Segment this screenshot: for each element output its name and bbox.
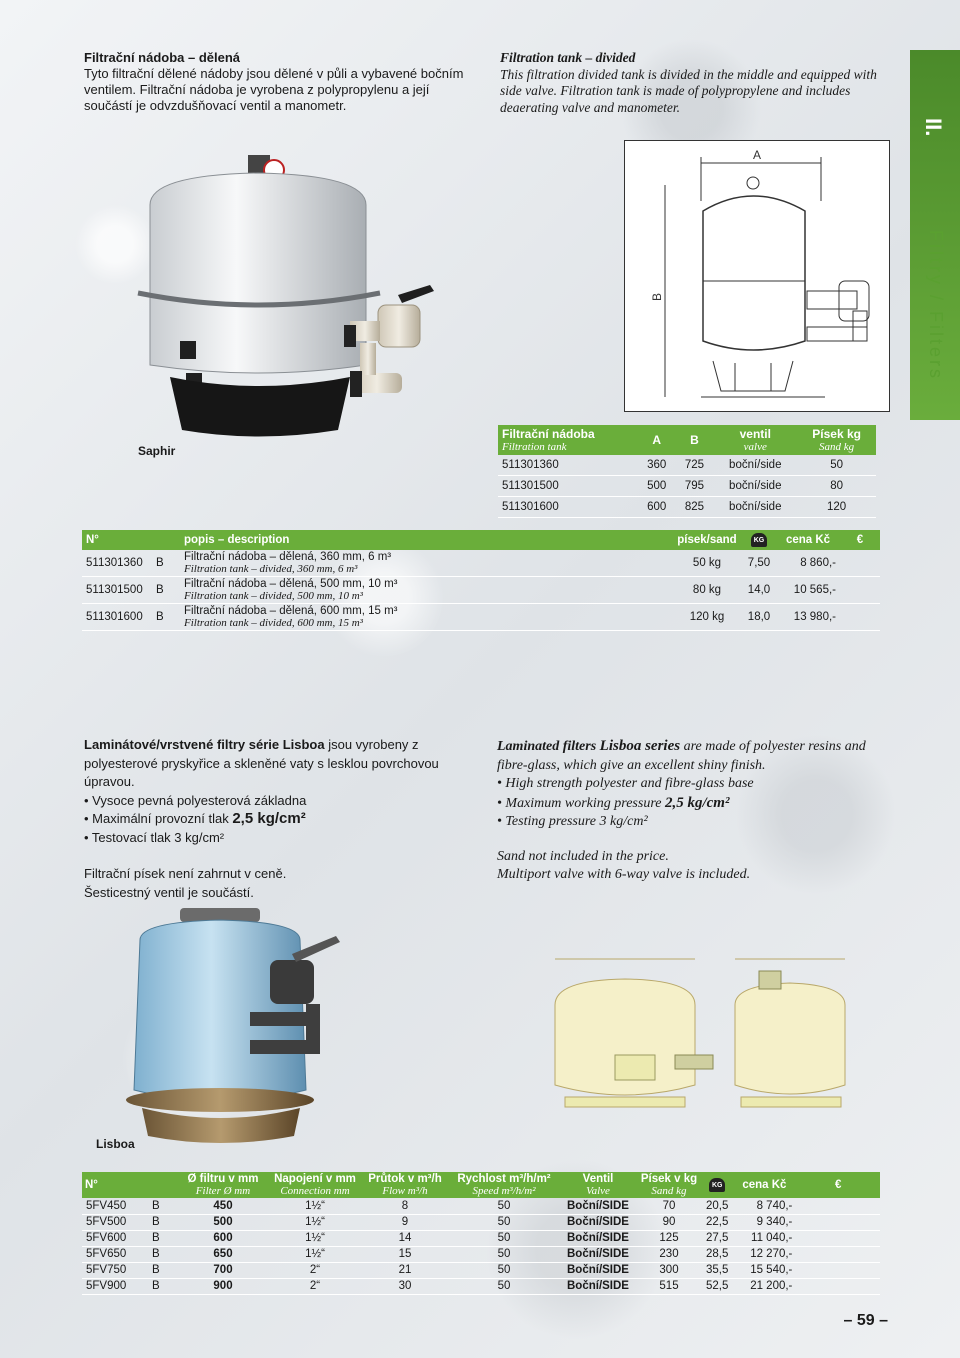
- lisboa-tank-image: [110, 900, 380, 1150]
- cell-code: 511301360: [498, 455, 638, 476]
- col-sand-en: Sand kg: [819, 441, 855, 453]
- cell-code: 5FV600: [82, 1230, 148, 1246]
- cell-speed: 50: [448, 1262, 560, 1278]
- table-row: [82, 1262, 880, 1278]
- cell-speed: 50: [448, 1198, 560, 1214]
- col-sand-cz: Písek kg: [812, 427, 861, 441]
- cell-euro: [796, 1246, 880, 1262]
- cell-sand: 120: [797, 497, 876, 518]
- lisboa-en-lead-rest: are made of polyester resins and fibre-glass, which give an excellent shiny finish.: [497, 739, 866, 773]
- cell-flow: 8: [362, 1198, 448, 1214]
- cell-code: 511301360: [82, 550, 152, 577]
- cell-valve: Boční/SIDE: [560, 1214, 636, 1230]
- cell-conn: 1½“: [268, 1230, 362, 1246]
- cell-diameter: 600: [178, 1230, 268, 1246]
- col-tank-cz: Filtrační nádoba: [502, 427, 595, 441]
- cell-code: 5FV500: [82, 1214, 148, 1230]
- cell-kg: 18,0: [742, 604, 776, 631]
- table-row: [82, 1246, 880, 1262]
- saphir-technical-drawing: [625, 141, 889, 411]
- col-tank: [498, 425, 638, 455]
- col-price: cena Kč: [732, 1172, 796, 1198]
- col-filter-en: Filter Ø mm: [195, 1185, 251, 1197]
- lisboa-cz-bullet-1: • Vysoce pevná polyesterová základna: [84, 792, 307, 808]
- cell-code: 511301600: [498, 497, 638, 518]
- cell-sand: 50 kg: [672, 550, 742, 577]
- cell-euro: [796, 1278, 880, 1294]
- lisboa-cz-note-2: Šesticestný ventil je součástí.: [84, 884, 254, 900]
- lisboa-cz-lead: [84, 736, 484, 792]
- col-euro: €: [796, 1172, 880, 1198]
- cell-price: 15 540,-: [732, 1262, 796, 1278]
- col-desc: popis – description: [180, 530, 672, 550]
- desc-cz: Filtrační nádoba – dělená, 600 mm, 15 m³: [184, 605, 398, 617]
- cell-grp: B: [148, 1230, 178, 1246]
- cell-grp: B: [152, 604, 180, 631]
- cell-valve: Boční/SIDE: [560, 1246, 636, 1262]
- cell-conn: 1½“: [268, 1198, 362, 1214]
- table-row: [82, 1230, 880, 1246]
- cell-grp: B: [148, 1278, 178, 1294]
- table-row: [82, 1198, 880, 1214]
- cell-euro: [840, 604, 880, 631]
- cell-b: 795: [676, 476, 714, 497]
- col-no: N°: [82, 1172, 148, 1198]
- cell-b: 725: [676, 455, 714, 476]
- cell-valve: boční/side: [713, 455, 797, 476]
- cell-euro: [796, 1262, 880, 1278]
- cell-speed: 50: [448, 1214, 560, 1230]
- cell-grp: B: [148, 1198, 178, 1214]
- cell-price: 8 740,-: [732, 1198, 796, 1214]
- table-row: [82, 1214, 880, 1230]
- col-valve: [560, 1172, 636, 1198]
- cell-code: 511301600: [82, 604, 152, 631]
- col-speed-cz: Rychlost m³/h/m²: [457, 1173, 551, 1185]
- saphir-diagram-frame: [624, 140, 890, 412]
- intro-cz: [84, 50, 474, 114]
- col-grp: [148, 1172, 178, 1198]
- cell-euro: [796, 1230, 880, 1246]
- cell-desc: [180, 577, 672, 604]
- col-kg: [702, 1172, 732, 1198]
- cell-kg: 28,5: [702, 1246, 732, 1262]
- cell-conn: 1½“: [268, 1246, 362, 1262]
- lisboa-text-cz: [84, 736, 484, 902]
- col-filter: [178, 1172, 268, 1198]
- desc-en: Filtration tank – divided, 500 mm, 10 m³: [184, 590, 363, 602]
- cell-sand: 70: [636, 1198, 702, 1214]
- table-row: [82, 577, 880, 604]
- cell-euro: [840, 577, 880, 604]
- cell-code: 5FV750: [82, 1262, 148, 1278]
- lisboa-caption: Lisboa: [96, 1137, 135, 1151]
- cell-price: 13 980,-: [776, 604, 840, 631]
- col-sand: [636, 1172, 702, 1198]
- cell-diameter: 450: [178, 1198, 268, 1214]
- cell-sand: 125: [636, 1230, 702, 1246]
- table-row: [498, 497, 876, 518]
- cell-conn: 2“: [268, 1262, 362, 1278]
- col-price: cena Kč: [776, 530, 840, 550]
- cell-valve: Boční/SIDE: [560, 1262, 636, 1278]
- lisboa-text-en: [497, 737, 897, 885]
- cell-code: 511301500: [82, 577, 152, 604]
- col-filter-cz: Ø filtru v mm: [187, 1173, 259, 1185]
- lisboa-en-lead: [497, 737, 897, 775]
- lisboa-en-bullet-3: • Testing pressure 3 kg/cm²: [497, 814, 648, 829]
- cell-a: 500: [638, 476, 676, 497]
- dim-b-label: B: [650, 292, 664, 301]
- cell-diameter: 500: [178, 1214, 268, 1230]
- cell-speed: 50: [448, 1230, 560, 1246]
- lisboa-en-b2-big: 2,5 kg/cm²: [664, 794, 730, 811]
- col-grp: [152, 530, 180, 550]
- col-valve: [713, 425, 797, 455]
- cell-grp: B: [148, 1262, 178, 1278]
- lisboa-en-series: Lisboa series: [599, 738, 681, 754]
- lisboa-cz-b2-pre: • Maximální provozní tlak: [84, 811, 233, 826]
- cell-valve: Boční/SIDE: [560, 1278, 636, 1294]
- col-valve-cz: ventil: [739, 427, 771, 441]
- cell-desc: [180, 604, 672, 631]
- cell-grp: B: [152, 577, 180, 604]
- col-flow-en: Flow m³/h: [382, 1185, 428, 1197]
- cell-speed: 50: [448, 1246, 560, 1262]
- cell-kg: 35,5: [702, 1262, 732, 1278]
- cell-sand: 300: [636, 1262, 702, 1278]
- cell-speed: 50: [448, 1278, 560, 1294]
- col-sand-en: Sand kg: [651, 1185, 687, 1197]
- cell-diameter: 700: [178, 1262, 268, 1278]
- page-number: – 59 –: [843, 1312, 888, 1329]
- col-conn: [268, 1172, 362, 1198]
- saphir-tank-image: [130, 145, 450, 445]
- cell-price: 12 270,-: [732, 1246, 796, 1262]
- col-b: B: [676, 425, 714, 455]
- saphir-spec-table: [498, 425, 876, 518]
- cell-conn: 2“: [268, 1278, 362, 1294]
- cell-kg: 20,5: [702, 1198, 732, 1214]
- cell-sand: 90: [636, 1214, 702, 1230]
- cell-code: 511301500: [498, 476, 638, 497]
- lisboa-cz-bullet-3: • Testovací tlak 3 kg/cm²: [84, 829, 225, 845]
- cell-price: 9 340,-: [732, 1214, 796, 1230]
- col-sand: písek/sand: [672, 530, 742, 550]
- cell-sand: 80: [797, 476, 876, 497]
- lisboa-en-note-2: Multiport valve with 6-way valve is included.: [497, 867, 751, 882]
- cell-sand: 50: [797, 455, 876, 476]
- lisboa-en-b2-pre: • Maximum working pressure: [497, 795, 665, 811]
- cell-kg: 22,5: [702, 1214, 732, 1230]
- cell-euro: [796, 1214, 880, 1230]
- desc-en: Filtration tank – divided, 600 mm, 15 m³: [184, 617, 363, 629]
- weight-icon: KG: [709, 1178, 725, 1192]
- col-sand-cz: Písek v kg: [640, 1173, 698, 1185]
- lisboa-en-note-1: Sand not included in the price.: [497, 848, 669, 864]
- cell-price: 11 040,-: [732, 1230, 796, 1246]
- cell-euro: [840, 550, 880, 577]
- cell-conn: 1½“: [268, 1214, 362, 1230]
- col-no: N°: [82, 530, 152, 550]
- table-row: [82, 604, 880, 631]
- cell-diameter: 900: [178, 1278, 268, 1294]
- cell-valve: Boční/SIDE: [560, 1230, 636, 1246]
- col-conn-en: Connection mm: [280, 1185, 350, 1197]
- col-tank-en: Filtration tank: [502, 441, 567, 453]
- weight-icon: KG: [751, 533, 767, 547]
- intro-cz-heading: Filtrační nádoba – dělená: [84, 50, 241, 65]
- cell-code: 5FV450: [82, 1198, 148, 1214]
- intro-en: [500, 50, 900, 116]
- cell-price: 10 565,-: [776, 577, 840, 604]
- saphir-price-table: [82, 530, 880, 631]
- cell-diameter: 650: [178, 1246, 268, 1262]
- col-sand: [797, 425, 876, 455]
- cell-grp: B: [148, 1246, 178, 1262]
- lisboa-cz-note-1: Filtrační písek není zahrnut v ceně.: [84, 866, 287, 881]
- lisboa-en-bullet-1: • High strength polyester and fibre-glass base: [497, 776, 754, 791]
- cell-sand: 80 kg: [672, 577, 742, 604]
- table-row: [82, 1278, 880, 1294]
- cell-valve: boční/side: [713, 476, 797, 497]
- col-valve-en: Valve: [586, 1185, 610, 1197]
- cell-desc: [180, 550, 672, 577]
- col-speed: [448, 1172, 560, 1198]
- saphir-caption: Saphir: [138, 444, 176, 458]
- col-conn-cz: Napojení v mm: [274, 1173, 356, 1185]
- lisboa-technical-drawing: [515, 945, 860, 1120]
- lisboa-cz-b2-big: 2,5 kg/cm²: [232, 810, 306, 827]
- col-kg: [742, 530, 776, 550]
- col-flow-cz: Průtok v m³/h: [368, 1173, 442, 1185]
- cell-kg: 14,0: [742, 577, 776, 604]
- cell-euro: [796, 1198, 880, 1214]
- lisboa-cz-lead-rest: jsou vyrobeny z polyesterové pryskyřice a skleněné vaty s lesklou povrchovou úpravou.: [84, 737, 439, 789]
- cell-sand: 120 kg: [672, 604, 742, 631]
- intro-en-heading: Filtration tank – divided: [500, 50, 636, 65]
- lisboa-en-bullet-2: [497, 794, 897, 814]
- cell-a: 360: [638, 455, 676, 476]
- col-euro: €: [840, 530, 880, 550]
- cell-code: 5FV900: [82, 1278, 148, 1294]
- lisboa-en-lead-bold: Laminated filters: [497, 739, 600, 754]
- cell-b: 825: [676, 497, 714, 518]
- intro-en-text: This filtration divided tank is divided in the middle and equipped with side valve. Filtration tank is made of polypropylene and includes deaerating valve and manometer.: [500, 66, 877, 115]
- chapter-label: Filtry / Filters: [926, 230, 946, 381]
- table-row: [82, 550, 880, 577]
- cell-flow: 14: [362, 1230, 448, 1246]
- dim-a-label: A: [753, 148, 762, 162]
- table-row: [498, 455, 876, 476]
- col-speed-en: Speed m³/h/m²: [472, 1185, 536, 1197]
- cell-code: 5FV650: [82, 1246, 148, 1262]
- col-flow: [362, 1172, 448, 1198]
- cell-kg: 7,50: [742, 550, 776, 577]
- desc-cz: Filtrační nádoba – dělená, 500 mm, 10 m³: [184, 578, 398, 590]
- intro-cz-text: Tyto filtrační dělené nádoby jsou dělené v půli a vybavené bočním ventilem. Filtrační nádoba je vyrobena z polypropylenu a její součástí je odvzdušňovací ventil a manometr.: [84, 66, 464, 113]
- col-a: A: [638, 425, 676, 455]
- col-valve-cz: Ventil: [582, 1173, 614, 1185]
- cell-a: 600: [638, 497, 676, 518]
- cell-flow: 21: [362, 1262, 448, 1278]
- table-row: [498, 476, 876, 497]
- cell-kg: 27,5: [702, 1230, 732, 1246]
- col-valve-en: valve: [743, 441, 767, 453]
- cell-kg: 52,5: [702, 1278, 732, 1294]
- cell-flow: 30: [362, 1278, 448, 1294]
- cell-grp: B: [152, 550, 180, 577]
- lisboa-price-table: [82, 1172, 880, 1295]
- cell-valve: Boční/SIDE: [560, 1198, 636, 1214]
- lisboa-cz-bullet-2: [84, 810, 484, 829]
- cell-flow: 15: [362, 1246, 448, 1262]
- cell-flow: 9: [362, 1214, 448, 1230]
- cell-grp: B: [148, 1214, 178, 1230]
- desc-cz: Filtrační nádoba – dělená, 360 mm, 6 m³: [184, 551, 392, 563]
- desc-en: Filtration tank – divided, 360 mm, 6 m³: [184, 563, 358, 575]
- cell-sand: 230: [636, 1246, 702, 1262]
- lisboa-cz-lead-bold: Laminátové/vrstvené filtry série Lisboa: [84, 737, 325, 752]
- cell-sand: 515: [636, 1278, 702, 1294]
- cell-valve: boční/side: [713, 497, 797, 518]
- chapter-number: II.: [921, 118, 946, 137]
- cell-price: 8 860,-: [776, 550, 840, 577]
- cell-price: 21 200,-: [732, 1278, 796, 1294]
